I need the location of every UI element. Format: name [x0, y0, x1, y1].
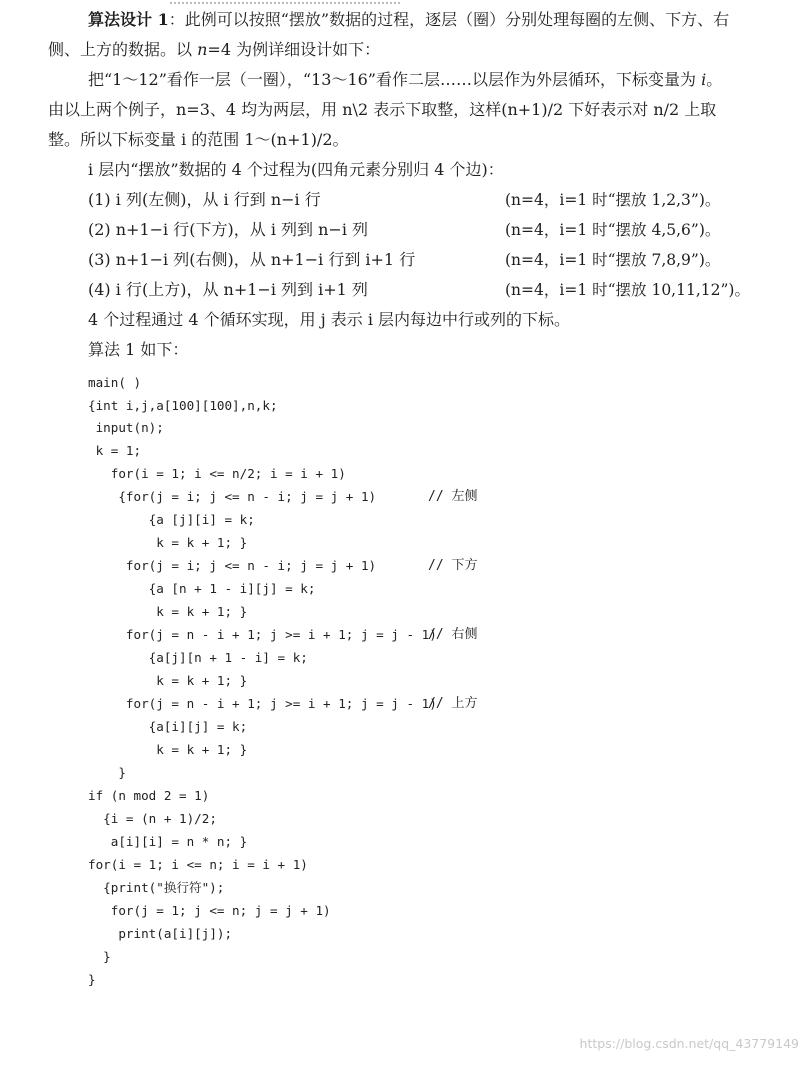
code-line-23: {print("换行符"); [88, 880, 225, 895]
steps-summary: 4 个过程通过 4 个循环实现，用 j 表示 i 层内每边中行或列的下标。 [88, 310, 571, 329]
paragraph-2-line-3: 整。所以下标变量 i 的范围 1～(n+1)/2。 [48, 130, 349, 149]
code-line-21: a[i][i] = n * n; } [88, 834, 248, 849]
code-line-7: {a [j][i] = k; [88, 512, 255, 527]
comment-right-side: // 右侧 [428, 627, 478, 642]
code-line-20: {i = (n + 1)/2; [88, 811, 217, 826]
var-n: n [197, 40, 208, 59]
cropped-previous-line [170, 0, 400, 4]
code-line-3: input(n); [88, 420, 164, 435]
algorithm-heading: 算法 1 如下： [88, 340, 189, 359]
paragraph-3: i 层内“摆放”数据的 4 个过程为(四角元素分别归 4 个边)： [88, 160, 504, 179]
step-2-left: (2) n+1−i 行(下方)，从 i 列到 n−i 列 [88, 220, 369, 239]
text: =4 为例详细设计如下： [207, 40, 381, 59]
code-line-16: {a[i][j] = k; [88, 719, 248, 734]
code-line-10: {a [n + 1 - i][j] = k; [88, 581, 316, 596]
paragraph-1-line-1 [88, 10, 729, 30]
step-4-right: (n=4，i=1 时“摆放 10,11,12”)。 [505, 281, 750, 299]
code-line-22: for(i = 1; i <= n; i = i + 1) [88, 857, 308, 872]
step-1-left: (1) i 列(左侧)，从 i 行到 n−i 行 [88, 190, 321, 209]
text: 把“1～12”看作一层（一圈），“13～16”看作二层……以层作为外层循环，下标变量为 [88, 70, 702, 89]
text: 。 [706, 70, 723, 89]
code-line-25: print(a[i][j]); [88, 926, 233, 941]
paragraph-1-text: ：此例可以按照“摆放”数据的过程，逐层（圈）分别处理每圈的左侧、下方、右 [168, 10, 730, 29]
paragraph-2-line-1 [88, 70, 722, 90]
watermark: https://blog.csdn.net/qq_43779149 [579, 1036, 799, 1051]
code-line-13: {a[j][n + 1 - i] = k; [88, 650, 308, 665]
step-4-left: (4) i 行(上方)，从 n+1−i 列到 i+1 列 [88, 280, 368, 299]
code-line-15: for(j = n - i + 1; j >= i + 1; j = j - 1) [88, 696, 437, 711]
code-line-14: k = k + 1; } [88, 673, 248, 688]
comment-top-side: // 上方 [428, 696, 478, 711]
code-line-27: } [88, 972, 96, 987]
comment-bottom-side: // 下方 [428, 558, 478, 573]
code-line-17: k = k + 1; } [88, 742, 248, 757]
code-line-5: for(i = 1; i <= n/2; i = i + 1) [88, 466, 346, 481]
code-line-11: k = k + 1; } [88, 604, 248, 619]
code-line-8: k = k + 1; } [88, 535, 248, 550]
code-line-4: k = 1; [88, 443, 142, 458]
paragraph-1-line-2 [48, 40, 380, 60]
code-line-6: {for(j = i; j <= n - i; j = j + 1) [88, 489, 377, 504]
step-3-right: (n=4，i=1 时“摆放 7,8,9”)。 [505, 251, 721, 269]
step-1-right: (n=4，i=1 时“摆放 1,2,3”)。 [505, 191, 721, 209]
paragraph-2-line-2: 由以上两个例子，n=3、4 均为两层，用 n\2 表示下取整，这样(n+1)/2 下好表示对 n/2 上取 [48, 100, 717, 119]
comment-left-side: // 左侧 [428, 489, 478, 504]
code-line-2: {int i,j,a[100][100],n,k; [88, 398, 278, 413]
code-line-9: for(j = i; j <= n - i; j = j + 1) [88, 558, 377, 573]
code-line-18: } [88, 765, 126, 780]
text: 侧、上方的数据。以 [48, 40, 198, 59]
step-3-left: (3) n+1−i 列(右侧)，从 n+1−i 行到 i+1 行 [88, 250, 416, 269]
code-line-26: } [88, 949, 111, 964]
code-line-24: for(j = 1; j <= n; j = j + 1) [88, 903, 331, 918]
code-line-19: if (n mod 2 = 1) [88, 788, 210, 803]
code-line-1: main( ) [88, 375, 142, 390]
code-line-12: for(j = n - i + 1; j >= i + 1; j = j - 1) [88, 627, 437, 642]
var-i: i [701, 70, 707, 89]
step-2-right: (n=4，i=1 时“摆放 4,5,6”)。 [505, 221, 721, 239]
algorithm-design-label: 算法设计 1 [88, 10, 169, 29]
